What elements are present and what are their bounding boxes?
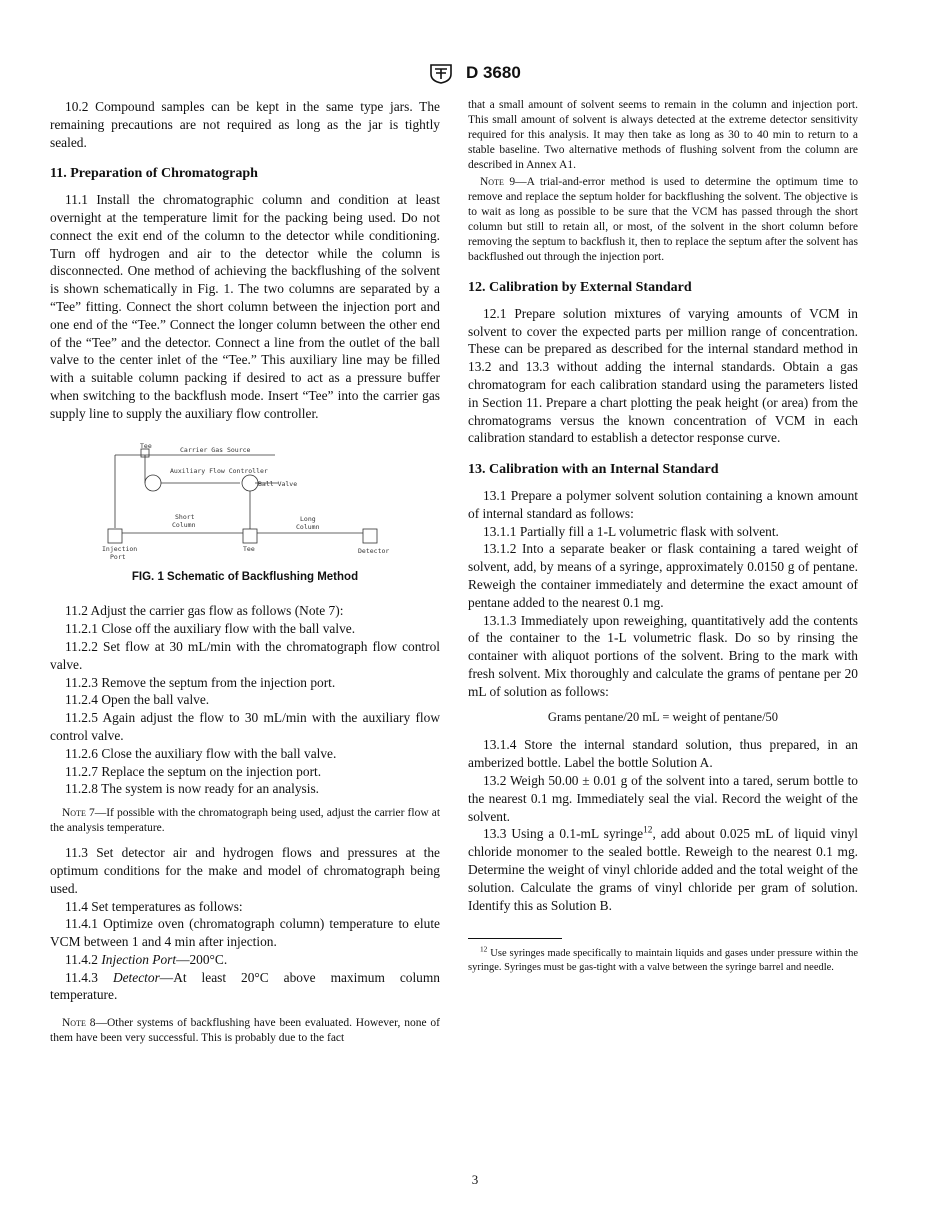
paragraph-11-1: 11.1 Install the chromatographic column and condition at least overnight at the temperature limit for the packing being used. Do not connect the exit end of the column to the detector while conditioning. Turn off hydrogen and air to the detector while the column is disconnected. One method of achieving the backflushing of the solvent is shown schematically in Fig. 1. The two columns are separated by a “Tee” fitting. Connect the short column between the injection port and one end of the “Tee.” Connect the longer column between the other end of the “Tee” and the detector. Connect a line from the outlet of the ball valve to the center inlet of the “Tee.” This auxiliary line may be filled with a suitable column packing if desired to act as a pressure buffer when switching to the backflush mode. Insert “Tee” into the carrier gas supply line to supply the auxiliary flow controller.	[50, 192, 440, 421]
paragraph-13-1-3: 13.1.3 Immediately upon reweighing, quantitatively add the contents of the container to the 1-L volumetric flask. Do so by rinsing the container with aliquot portions of the solvent. Bring to the mark with fresh solvent. Mix thoroughly and calculate the grams of pentane per 20 mL of solution as follows:	[468, 612, 858, 699]
para-text: 13.3 Using a 0.1-mL syringe	[483, 826, 644, 842]
fig-label-short-column-1: Short	[175, 512, 195, 521]
paragraph-11-4: 11.4 Set temperatures as follows:	[65, 898, 243, 914]
fig-label-injection-1: Injection	[102, 544, 138, 553]
para-number: 11.4.2	[65, 951, 102, 967]
paragraph-11-2-4: 11.2.4 Open the ball valve.	[65, 692, 210, 708]
paragraph-11-2-2: 11.2.2 Set flow at 30 mL/min with the chromatograph flow control valve.	[50, 638, 440, 672]
term-injection-port: Injection Port	[101, 951, 177, 967]
left-column	[50, 98, 440, 1054]
paragraph-13-1-4: 13.1.4 Store the internal standard solution, thus prepared, in an amberized bottle. Label the bottle Solution A.	[468, 737, 858, 771]
note-8-text: —Other systems of backflushing have been evaluated. However, none of them have been very successful. This is probably due to the fact	[50, 1017, 440, 1045]
footnote-12	[468, 944, 858, 975]
footnote-12-text: Use syringes made specifically to maintain liquids and gases under pressure within the syringe. Syringes must be gas-tight with a valve between the syringe barrel and needle.	[468, 948, 858, 974]
fig-label-short-column-2: Column	[172, 520, 196, 529]
paragraph-13-1: 13.1 Prepare a polymer solvent solution containing a known amount of internal standard as follows:	[468, 487, 858, 521]
fig-label-carrier-gas: Carrier Gas Source	[180, 445, 251, 454]
fig-label-ball-valve: Ball Valve	[258, 479, 298, 488]
paragraph-11-2-5: 11.2.5 Again adjust the flow to 30 mL/min with the auxiliary flow control valve.	[50, 710, 440, 743]
figure-1-caption: FIG. 1 Schematic of Backflushing Method	[131, 570, 359, 583]
note-7-label: Note 7	[62, 807, 95, 820]
note-8	[50, 1016, 440, 1046]
fig-label-tee-top: Tee	[140, 442, 152, 450]
note-7-text: —If possible with the chromatograph being used, adjust the carrier flow at the analysis temperature.	[50, 807, 441, 835]
term-detector: Detector	[112, 969, 160, 985]
fig-label-long-column-1: Long	[300, 514, 316, 523]
paragraph-11-4-1: 11.4.1 Optimize oven (chromatograph column) temperature to elute VCM between 1 and 4 min after injection.	[50, 916, 440, 950]
fig-label-tee-bottom: Tee	[243, 544, 255, 553]
note-7	[50, 806, 440, 836]
note-9-text: —A trial-and-error method is used to determine the optimum time to remove and replace the septum holder for backflushing the solvent. The objective is to wait as long as possible to be sure that the VCM has passed through the short column but still to retain all, or most, of the solvent in the short column before removing the septum to backflush it, then to replace the septum after the solvent has backflushed out through the injection port.	[468, 176, 858, 263]
page-number: 3	[471, 1172, 479, 1187]
footnote-ref-12[interactable]: 12	[643, 825, 653, 836]
paragraph-11-2-7: 11.2.7 Replace the septum on the injection port.	[65, 763, 322, 779]
fig-label-injection-2: Port	[110, 552, 126, 561]
equation-pentane: Grams pentane/20 mL = weight of pentane/50	[547, 709, 779, 724]
astm-logo-icon	[429, 62, 453, 84]
note-9-label: Note 9	[480, 176, 516, 188]
paragraph-11-2: 11.2 Adjust the carrier gas flow as follows (Note 7):	[65, 603, 344, 619]
figure-1	[50, 443, 440, 587]
note-8-continued: that a small amount of solvent seems to remain in the column and injection port. This small amount of solvent is always detected at the extreme detector sensitivity required for this analysis. It may then take as long as 30 to 40 min to return to a stable baseline. Two alternative methods of flushing solvent from the column are described in Annex A1.	[468, 99, 858, 171]
footnote-divider	[468, 938, 562, 939]
backflush-schematic	[100, 443, 390, 563]
paragraph-11-2-1: 11.2.1 Close off the auxiliary flow with the ball valve.	[65, 621, 356, 637]
paragraph-11-4-2	[50, 951, 440, 969]
paragraph-12-1: 12.1 Prepare solution mixtures of varying amounts of VCM in solvent to cover the expected parts per million range of concentration. These can be prepared as described for the internal standard method in 13.2 and 13.3 without adding the internal standards. Obtain a gas chromatogram for each calibration standard using the parameters listed in Section 11. Prepare a chart plotting the peak height (or area) from the chromatograms versus the known concentration of VCM in each calibration standard to establish a detector response curve.	[468, 305, 858, 446]
paragraph-11-3: 11.3 Set detector air and hydrogen flows and pressures at the optimum conditions for the make and model of chromatograph being used.	[50, 845, 440, 896]
paragraph-13-2: 13.2 Weigh 50.00 ± 0.01 g of the solvent into a tared, serum bottle to the nearest 0.1 mg. Immediately seal the vial. Record the weight of the solvent.	[468, 772, 858, 824]
page-header	[0, 62, 950, 84]
para-text: —At least 20°C above maximum column temperature.	[50, 969, 440, 1003]
paragraph-11-2-8: 11.2.8 The system is now ready for an analysis.	[65, 781, 320, 797]
paragraph-11-4-3	[50, 969, 440, 1005]
section-12-heading: 12. Calibration by External Standard	[468, 280, 692, 295]
footnote-number: 12	[480, 944, 488, 954]
standard-designation: D 3680	[465, 63, 521, 82]
paragraph-13-1-2: 13.1.2 Into a separate beaker or flask containing a tared weight of solvent, add, by means of a syringe, approximately 0.0150 g of pentane. Reweigh the container immediately and determine the exact amount of pentane added to the nearest 0.1 mg.	[468, 541, 858, 610]
paragraph-13-3	[468, 825, 858, 914]
para-text: —200°C.	[176, 951, 228, 967]
note-9	[468, 175, 858, 265]
paragraph-10-2: 10.2 Compound samples can be kept in the same type jars. The remaining precautions are not required as long as the jar is tightly sealed.	[50, 99, 440, 150]
paragraph-13-1-1: 13.1.1 Partially fill a 1-L volumetric flask with solvent.	[483, 523, 779, 539]
fig-label-detector: Detector	[358, 546, 390, 555]
section-13-heading: 13. Calibration with an Internal Standard	[468, 462, 719, 478]
para-number: 11.4.3	[65, 969, 113, 985]
paragraph-11-2-3: 11.2.3 Remove the septum from the injection port.	[65, 674, 336, 690]
para-text: , add about 0.025 mL of liquid vinyl chloride monomer to the sealed bottle. Reweigh to the nearest 0.1 mg. Determine the weight of vinyl chloride added and the total weight of the solution. Calculate the grams of vinyl chloride per gram of solution. Identify this as Solution B.	[468, 826, 858, 913]
right-column	[468, 98, 858, 975]
fig-label-aux-flow: Auxiliary Flow Controller	[170, 466, 268, 475]
paragraph-11-2-6: 11.2.6 Close the auxiliary flow with the ball valve.	[65, 745, 337, 761]
note-8-label: Note 8	[62, 1017, 96, 1030]
section-11-heading: 11. Preparation of Chromatograph	[50, 166, 258, 182]
fig-label-long-column-2: Column	[296, 522, 320, 531]
